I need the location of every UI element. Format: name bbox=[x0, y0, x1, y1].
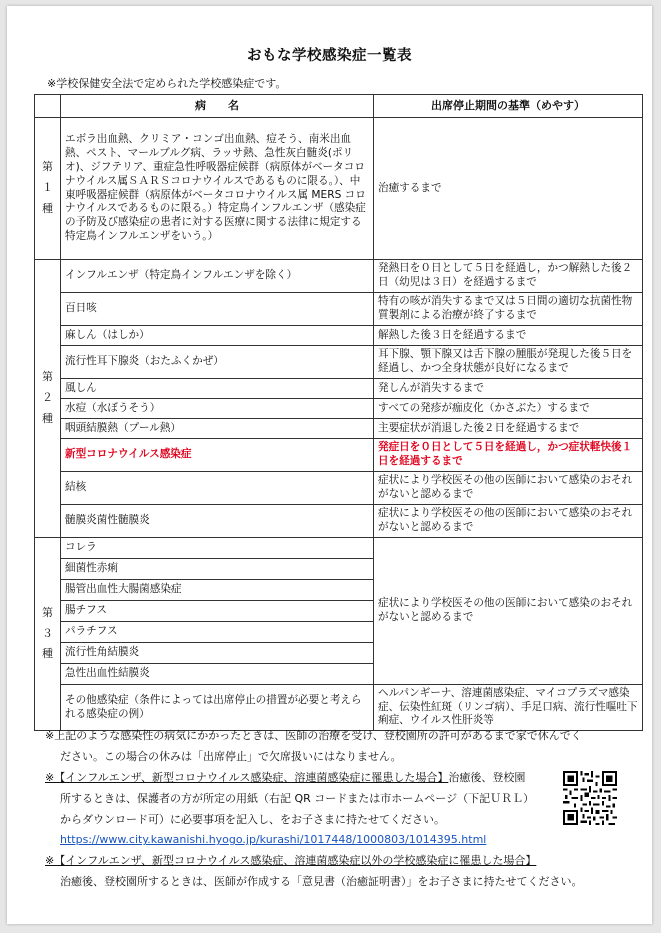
category-type2: 第２種 bbox=[35, 260, 61, 538]
note-certificate-form: ※【インフルエンザ、新型コロナウイルス感染症、溶連菌感染症に罹患した場合】治癒後、登校園 所するときは、保護者の方が所定の用紙（右記 QR コードまたは市ホームページ（下記ＵＲＬ） からダウンロード可）に必要事項を記入し、をお子さまに持たせてください。 https://www.city.kawanishi.hyogo.jp/kurashi/1017448/1000803/1014395.html bbox=[45, 770, 535, 847]
criteria-cell: 解熱した後３日を経過するまで bbox=[374, 326, 643, 346]
disease-cell: 腸管出血性大腸菌感染症 bbox=[61, 580, 374, 601]
header-disease: 病 名 bbox=[61, 95, 374, 118]
table-row bbox=[35, 379, 643, 399]
criteria-cell: すべての発疹が痂皮化（かさぶた）するまで bbox=[374, 399, 643, 419]
criteria-cell: 発しんが消失するまで bbox=[374, 379, 643, 399]
page-title: おもな学校感染症一覧表 bbox=[247, 48, 412, 64]
disease-cell: 髄膜炎菌性髄膜炎 bbox=[61, 505, 374, 538]
disease-cell: 麻しん（はしか） bbox=[61, 326, 374, 346]
category-type1: 第１種 bbox=[35, 118, 61, 260]
disease-cell: 咽頭結膜熱（プール熱） bbox=[61, 419, 374, 439]
table-header-row bbox=[35, 95, 643, 118]
note-heading-other: ※【インフルエンザ、新型コロナウイルス感染症、溶連菌感染症以外の学校感染症に罹患した場合】 bbox=[45, 854, 537, 868]
criteria-cell: 特有の咳が消失するまで又は５日間の適切な抗菌性物質製剤による治療が終了するまで bbox=[374, 293, 643, 326]
disease-cell: 流行性耳下腺炎（おたふくかぜ） bbox=[61, 346, 374, 379]
disease-cell: エボラ出血熱、クリミア・コンゴ出血熱、痘そう、南米出血熱、ペスト、マールブルグ病、ラッサ熱、急性灰白髄炎(ポリオ)、ジフテリア、重症急性呼吸器症候群（病原体がベータコロナウイルス属ＳＡＲＳコロナウイルスであるものに限る。）、中東呼吸器症候群（病原体がベータコロナウイルス属 MERS コロナウイルスであるものに限る。）特定鳥インフルエンザ（感染症の予防及び感染症の患者に対する医療に関する法律に規定する特定鳥インフルエンザをいう。） bbox=[61, 118, 374, 260]
table-row-highlight bbox=[35, 439, 643, 472]
table-row bbox=[35, 293, 643, 326]
table-row bbox=[35, 399, 643, 419]
infectious-disease-table bbox=[34, 94, 643, 731]
disease-cell-other: その他感染症（条件によっては出席停止の措置が必要と考えられる感染症の例） bbox=[61, 685, 374, 731]
criteria-cell: 症状により学校医その他の医師において感染のおそれがないと認めるまで bbox=[374, 472, 643, 505]
criteria-cell-type3: 症状により学校医その他の医師において感染のおそれがないと認めるまで bbox=[374, 538, 643, 685]
header-blank bbox=[35, 95, 61, 118]
criteria-cell: 症状により学校医その他の医師において感染のおそれがないと認めるまで bbox=[374, 505, 643, 538]
disease-cell: パラチフス bbox=[61, 622, 374, 643]
table-row bbox=[35, 346, 643, 379]
legal-note: ※学校保健安全法で定められた学校感染症です。 bbox=[47, 77, 287, 90]
disease-cell: 細菌性赤痢 bbox=[61, 559, 374, 580]
disease-cell-covid: 新型コロナウイルス感染症 bbox=[61, 439, 374, 472]
disease-cell: 百日咳 bbox=[61, 293, 374, 326]
table-row bbox=[35, 326, 643, 346]
note-heading-flu-covid: ※【インフルエンザ、新型コロナウイルス感染症、溶連菌感染症に罹患した場合】 bbox=[45, 770, 449, 784]
table-row bbox=[35, 260, 643, 293]
table-row bbox=[35, 419, 643, 439]
disease-cell: 急性出血性結膜炎 bbox=[61, 664, 374, 685]
disease-cell: 結核 bbox=[61, 472, 374, 505]
disease-cell: 腸チフス bbox=[61, 601, 374, 622]
table-row bbox=[35, 538, 643, 559]
disease-cell: 風しん bbox=[61, 379, 374, 399]
table-row bbox=[35, 505, 643, 538]
qr-code-icon[interactable] bbox=[563, 771, 617, 825]
table-row bbox=[35, 472, 643, 505]
document-page bbox=[7, 6, 652, 924]
disease-cell: 流行性角結膜炎 bbox=[61, 643, 374, 664]
notes-section bbox=[45, 726, 605, 893]
disease-cell: 水痘（水ぼうそう） bbox=[61, 399, 374, 419]
criteria-cell: 発熱日を０日として５日を経過し，かつ解熱した後２日（幼児は３日）を経過するまで bbox=[374, 260, 643, 293]
criteria-cell-other: ヘルパンギーナ、溶連菌感染症、マイコプラズマ感染症、伝染性紅斑（リンゴ病）、手足口病、流行性嘔吐下痢症、ウイルス性肝炎等 bbox=[374, 685, 643, 731]
note-attendance: ※上記のような感染性の病気にかかったときは、医師の治療を受け、登校園所の許可があるまで家で休んでく ださい。この場合の休みは「出席停止」で欠席扱いにはなりません。 bbox=[45, 729, 582, 763]
criteria-cell: 主要症状が消退した後２日を経過するまで bbox=[374, 419, 643, 439]
disease-cell: コレラ bbox=[61, 538, 374, 559]
criteria-cell-covid: 発症日を０日として５日を経過し，かつ症状軽快後１日を経過するまで bbox=[374, 439, 643, 472]
criteria-cell: 耳下腺、顎下腺又は舌下腺の腫脹が発現した後５日を経過し、かつ全身状態が良好になるまで bbox=[374, 346, 643, 379]
category-type3: 第３種 bbox=[35, 538, 61, 731]
table-row bbox=[35, 118, 643, 260]
header-criteria: 出席停止期間の基準（めやす） bbox=[374, 95, 643, 118]
note-doctor-opinion: ※【インフルエンザ、新型コロナウイルス感染症、溶連菌感染症以外の学校感染症に罹患した場合】 治癒後、登校園所するときは、医師が作成する「意見書（治癒証明書）」をお子さまに持たせてください。 bbox=[45, 854, 583, 889]
city-form-link[interactable]: https://www.city.kawanishi.hyogo.jp/kurashi/1017448/1000803/1014395.html bbox=[60, 833, 487, 847]
criteria-cell: 治癒するまで bbox=[374, 118, 643, 260]
disease-cell: インフルエンザ（特定鳥インフルエンザを除く） bbox=[61, 260, 374, 293]
table-row bbox=[35, 685, 643, 731]
